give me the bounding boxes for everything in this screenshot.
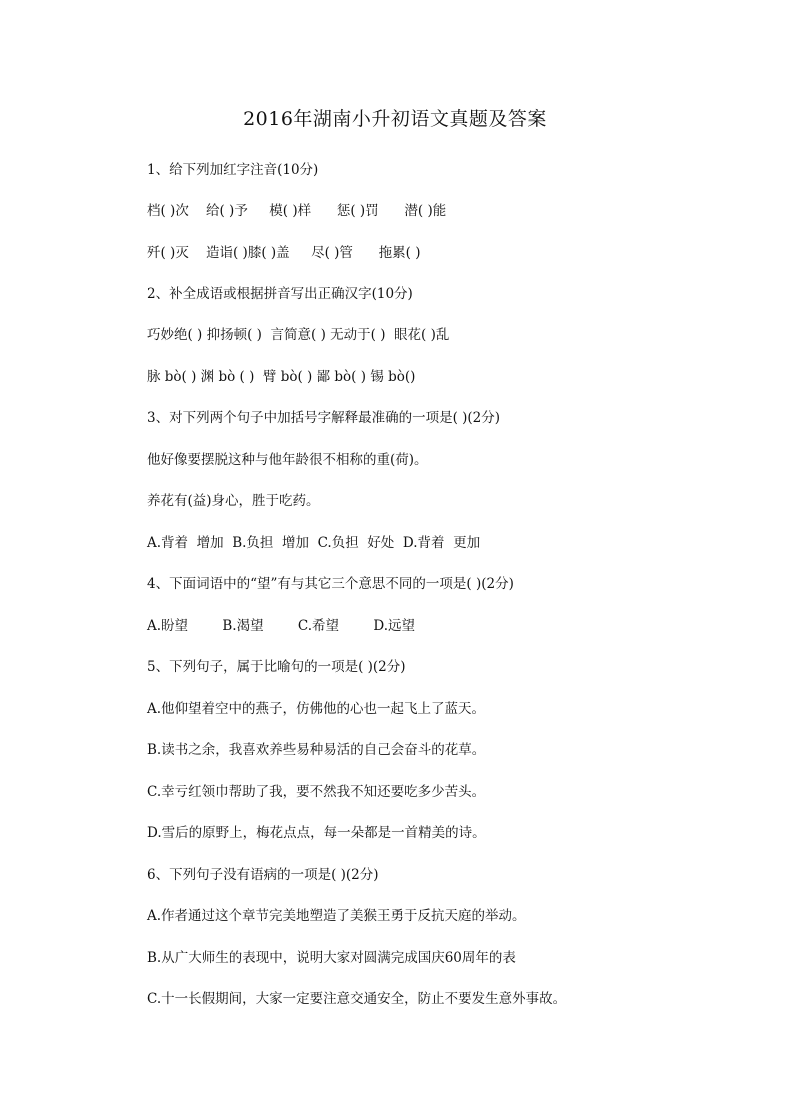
- question-2-row-1: 巧妙绝( ) 抑扬顿( ) 言简意( ) 无动于( ) 眼花( )乱: [147, 327, 450, 343]
- question-4-heading: 4、下面词语中的“望”有与其它三个意思不同的一项是( )(2分): [147, 576, 514, 592]
- question-1-row-1: 档( )次 给( )予 模( )样 惩( )罚 潜( )能: [147, 203, 447, 219]
- question-5-option-c: C.幸亏红领巾帮助了我，要不然我不知还要吃多少苦头。: [147, 784, 486, 800]
- question-2-heading: 2、补全成语或根据拼音写出正确汉字(10分): [147, 286, 413, 302]
- question-6-heading: 6、下列句子没有语病的一项是( )(2分): [147, 867, 379, 883]
- question-2-row-2: 脉 bò( ) 渊 bò ( ) 臂 bò( ) 鄙 bò( ) 锡 bò(): [147, 369, 416, 385]
- question-6-option-c: C.十一长假期间，大家一定要注意交通安全，防止不要发生意外事故。: [147, 991, 567, 1007]
- question-4-options: A.盼望 B.渴望 C.希望 D.远望: [147, 618, 416, 634]
- question-6-option-b: B.从广大师生的表现中，说明大家对圆满完成国庆60周年的表: [147, 950, 516, 966]
- question-5-option-d: D.雪后的原野上，梅花点点，每一朵都是一首精美的诗。: [147, 825, 486, 841]
- question-3-options: A.背着 增加 B.负担 增加 C.负担 好处 D.背着 更加: [147, 535, 481, 551]
- question-5-option-b: B.读书之余，我喜欢养些易种易活的自己会奋斗的花草。: [147, 742, 486, 758]
- question-1-row-2: 歼( )灭 造诣( )膝( )盖 尽( )管 拖累( ): [147, 245, 421, 261]
- question-1-heading: 1、给下列加红字注音(10分): [147, 162, 319, 178]
- document-title: 2016年湖南小升初语文真题及答案: [243, 108, 547, 130]
- question-6-option-a: A.作者通过这个章节完美地塑造了美猴王勇于反抗天庭的举动。: [147, 908, 526, 924]
- question-3-heading: 3、对下列两个句子中加括号字解释最准确的一项是( )(2分): [147, 410, 501, 426]
- question-5-option-a: A.他仰望着空中的燕子，仿佛他的心也一起飞上了蓝天。: [147, 701, 486, 717]
- question-3-sentence-2: 养花有(益)身心，胜于吃药。: [147, 493, 320, 509]
- question-5-heading: 5、下列句子，属于比喻句的一项是( )(2分): [147, 659, 406, 675]
- question-3-sentence-1: 他好像要摆脱这种与他年龄很不相称的重(荷)。: [147, 452, 428, 468]
